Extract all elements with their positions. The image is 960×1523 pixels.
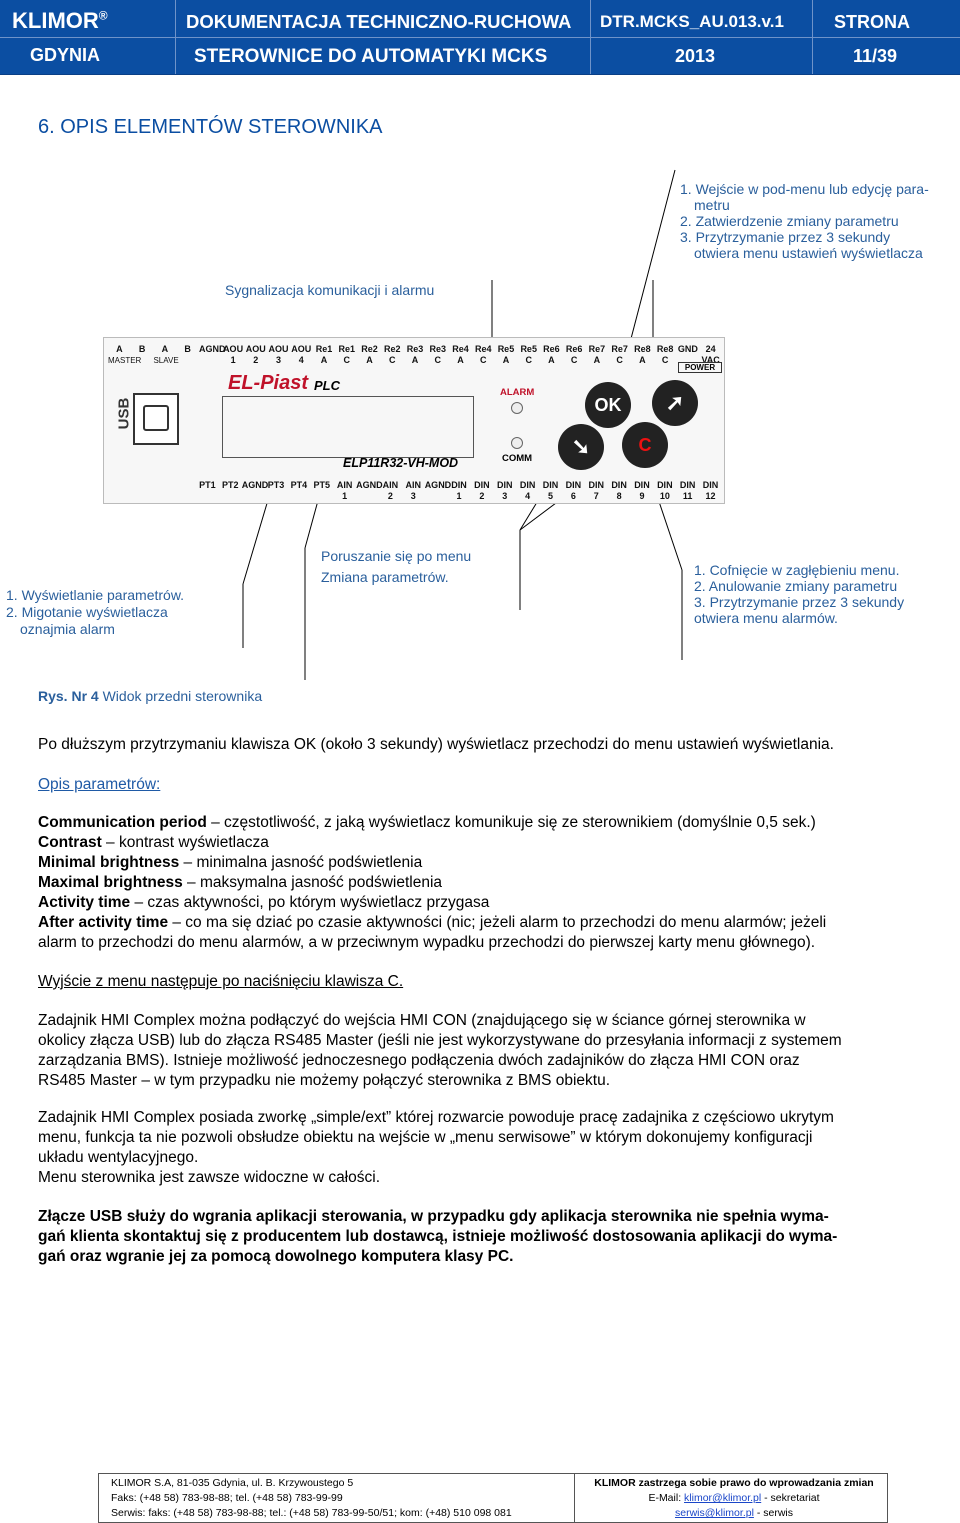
terminal-label: DIN 12 [702, 480, 719, 501]
page-label: STRONA [834, 12, 910, 32]
arrow-up-button[interactable]: ➚ [652, 380, 698, 426]
footer-service: Serwis: faks: (+48 58) 783-98-88; tel.: (+48 58) 783-99-50/51; kom: (+48) 510 098 081 [111, 1507, 512, 1519]
terminal-label: AIN 3 [405, 480, 421, 501]
terminal-label: A SLAVE [153, 344, 179, 365]
paragraph: Zadajnik HMI Complex posiada zworkę „simple/ext” której rozwarcie powoduje pracę zadajnika z częściowo ukrytym menu, funkcja ta nie pozwoli obsłudze obiektu na wejście w „menu serwisowe” w którym dokonujemy konfiguracji układu wentylacyjnego. Menu sterownika jest zawsze widoczne w całości. [38, 1109, 834, 1186]
params-heading: Opis parametrów: [38, 776, 161, 793]
terminal-label: Re1 A [315, 344, 333, 365]
arrow-buttons-annotation: Poruszanie się po menu Zmiana parametrów. [321, 548, 472, 585]
terminal-label: Re6 A [543, 344, 560, 365]
paragraph: Po dłuższym przytrzymaniu klawisza OK (około 3 sekundy) wyświetlacz przechodzi do menu ustawień wyświetlania. [38, 736, 834, 753]
document-subtitle: STEROWNICE DO AUTOMATYKI MCKS [194, 46, 548, 67]
comm-led [511, 437, 523, 449]
terminal-label: Re5 C [520, 344, 537, 365]
footer-divider [574, 1474, 575, 1522]
document-title: DOKUMENTACJA TECHNICZNO-RUCHOWA [186, 11, 572, 32]
company-logo: KLIMOR® [12, 8, 108, 33]
terminal-label: DIN 2 [474, 480, 490, 501]
terminal-label: Re2 C [383, 344, 401, 365]
usb-label: USB [115, 397, 133, 430]
document-code: DTR.MCKS_AU.013.v.1 [600, 12, 784, 31]
terminal-label: Re4 C [474, 344, 492, 365]
terminal-label: B [184, 344, 191, 354]
terminal-label: AOU 2 [245, 344, 266, 365]
c-button-annotation: 1. Cofnięcie w zagłębieniu menu. 2. Anulowanie zmiany parametru 3. Przytrzymanie przez 3 sekundy otwiera menu alarmów. [694, 562, 905, 626]
exit-note: Wyjście z menu następuje po naciśnięciu klawisza C. [38, 973, 404, 990]
brand-label: EL-Piast [228, 372, 309, 394]
terminal-label: AOU 4 [291, 344, 312, 365]
list-item: Maximal brightness – maksymalna jasność podświetlenia [38, 874, 443, 891]
terminal-label: DIN 3 [496, 480, 513, 501]
terminal-label: B [138, 344, 146, 354]
ok-button[interactable]: OK [585, 382, 631, 428]
terminal-label: DIN 1 [451, 480, 467, 501]
signal-annotation: Sygnalizacja komunikacji i alarmu [225, 282, 435, 298]
header-city: GDYNIA [30, 45, 101, 65]
terminal-label: PT3 [267, 480, 285, 490]
terminal-label: Re4 A [452, 344, 469, 365]
terminal-label: DIN 11 [679, 480, 696, 501]
footer-rights: KLIMOR zastrzega sobie prawo do wprowadzania zmian [594, 1477, 874, 1489]
terminal-label: AIN 2 [382, 480, 399, 501]
model-label: ELP11R32-VH-MOD [343, 456, 459, 470]
terminal-label: Re7 A [588, 344, 606, 365]
terminal-label: PT2 [222, 480, 239, 490]
footer-email-1: E-Mail: klimor@klimor.pl - sekretariat [648, 1492, 820, 1504]
terminal-label: Re1 C [338, 344, 356, 365]
terminal-label: PT5 [313, 480, 331, 490]
list-item: Minimal brightness – minimalna jasność podświetlenia [38, 854, 423, 871]
ok-button-annotation: 1. Wejście w pod-menu lub edycję para- metru 2. Zatwierdzenie zmiany parametru 3. Przytrzymanie przez 3 sekundy otwiera menu ustawień wyświetlacza [680, 181, 929, 261]
cancel-button[interactable]: C [622, 422, 668, 468]
list-item: Contrast – kontrast wyświetlacza [38, 834, 269, 851]
lcd-display [222, 396, 474, 458]
alarm-led [511, 402, 523, 414]
paragraph: Złącze USB służy do wgrania aplikacji sterowania, w przypadku gdy aplikacja sterownika nie spełnia wyma- gań klienta skontaktuj się z producentem lub dostawcą, istnieje możliwość dostosowania aplikacji do wyma- gań oraz wgranie jej za pomocą dowolnego komputera klasy PC. [38, 1208, 838, 1265]
terminal-label: PT4 [290, 480, 308, 490]
terminal-label: AGND [198, 344, 226, 354]
terminal-label: AGND [424, 480, 452, 490]
list-item: Activity time – czas aktywności, po którym wyświetlacz przygasa [38, 894, 490, 911]
display-annotation: 1. Wyświetlanie parametrów. 2. Migotanie wyświetlacza oznajmia alarm [6, 587, 185, 637]
terminal-label: DIN 9 [634, 480, 650, 501]
terminal-label: AGND [241, 480, 269, 490]
alarm-label: ALARM [500, 387, 535, 398]
email-link[interactable]: klimor@klimor.pl [684, 1492, 762, 1504]
terminal-label: GND [677, 344, 698, 354]
terminal-label: AGND [356, 480, 383, 490]
terminal-label: Re5 A [497, 344, 515, 365]
terminal-label: Re8 C [656, 344, 674, 365]
document-footer [98, 1473, 888, 1523]
terminal-label: DIN 4 [519, 480, 536, 501]
usb-port[interactable] [133, 393, 179, 445]
terminal-label: DIN 8 [611, 480, 627, 501]
paragraph: Zadajnik HMI Complex można podłączyć do wejścia HMI CON (znajdującego się w ściance górnej sterownika w okolicy złącza USB) lub do złącza RS485 Master (jeśli nie jest wykorzystywane do przesyłania informacji z systemem zarządzania BMS). Istnieje możliwość jednoczesnego podłączenia dwóch zadajników do złącza HMI CON oraz RS485 Master – w tym przypadku nie możemy połączyć sterownika z BMS obiektu. [38, 1012, 842, 1089]
page-number: 11/39 [853, 46, 898, 66]
section-title: 6. OPIS ELEMENTÓW STEROWNIKA [38, 116, 383, 138]
terminal-label: Re3 C [429, 344, 446, 365]
terminal-label: Re2 A [361, 344, 378, 365]
terminal-label: PT1 [199, 480, 216, 490]
terminal-label: A MASTER [108, 344, 142, 365]
power-label: POWER [678, 362, 722, 373]
terminal-label: AIN 1 [336, 480, 353, 501]
usb-icon [143, 405, 169, 431]
footer-email-2: serwis@klimor.pl - serwis [674, 1507, 793, 1519]
arrow-down-button[interactable]: ➘ [558, 424, 604, 470]
list-item: alarm to przechodzi do menu alarmów, a w przeciwnym wypadku przechodzi do pierwszej karty menu głównego). [38, 934, 816, 951]
terminal-label: Re6 C [565, 344, 583, 365]
email-link[interactable]: serwis@klimor.pl [674, 1507, 754, 1519]
terminal-label: Re8 A [634, 344, 651, 365]
terminal-label: Re7 C [611, 344, 628, 365]
document-year: 2013 [675, 46, 716, 66]
params-list [38, 813, 826, 953]
terminal-label: DIN 6 [565, 480, 582, 501]
list-item: After activity time – co ma się dziać po czasie aktywności (nic; jeżeli alarm to przechodzi do menu alarmów; jeżeli [38, 914, 827, 931]
figure-caption: Rys. Nr 4 Widok przedni sterownika [38, 688, 263, 704]
comm-label: COMM [502, 453, 533, 464]
terminal-label: DIN 10 [657, 480, 673, 501]
terminal-label: DIN 5 [542, 480, 559, 501]
terminal-label: DIN 7 [588, 480, 604, 501]
footer-address: KLIMOR S.A, 81-035 Gdynia, ul. B. Krzywoustego 5 [111, 1477, 354, 1489]
list-item: Communication period – częstotliwość, z jaką wyświetlacz komunikuje się ze sterownikiem (domyślnie 0,5 sek.) [38, 814, 816, 831]
terminal-label: Re3 A [406, 344, 424, 365]
brand-suffix: PLC [314, 378, 340, 393]
footer-fax: Faks: (+48 58) 783-98-88; tel. (+48 58) 783-99-99 [111, 1492, 343, 1504]
terminal-label: AOU 3 [268, 344, 289, 365]
terminal-label: AOU 1 [223, 344, 244, 365]
terminal-label: 24 VAC [701, 344, 720, 365]
